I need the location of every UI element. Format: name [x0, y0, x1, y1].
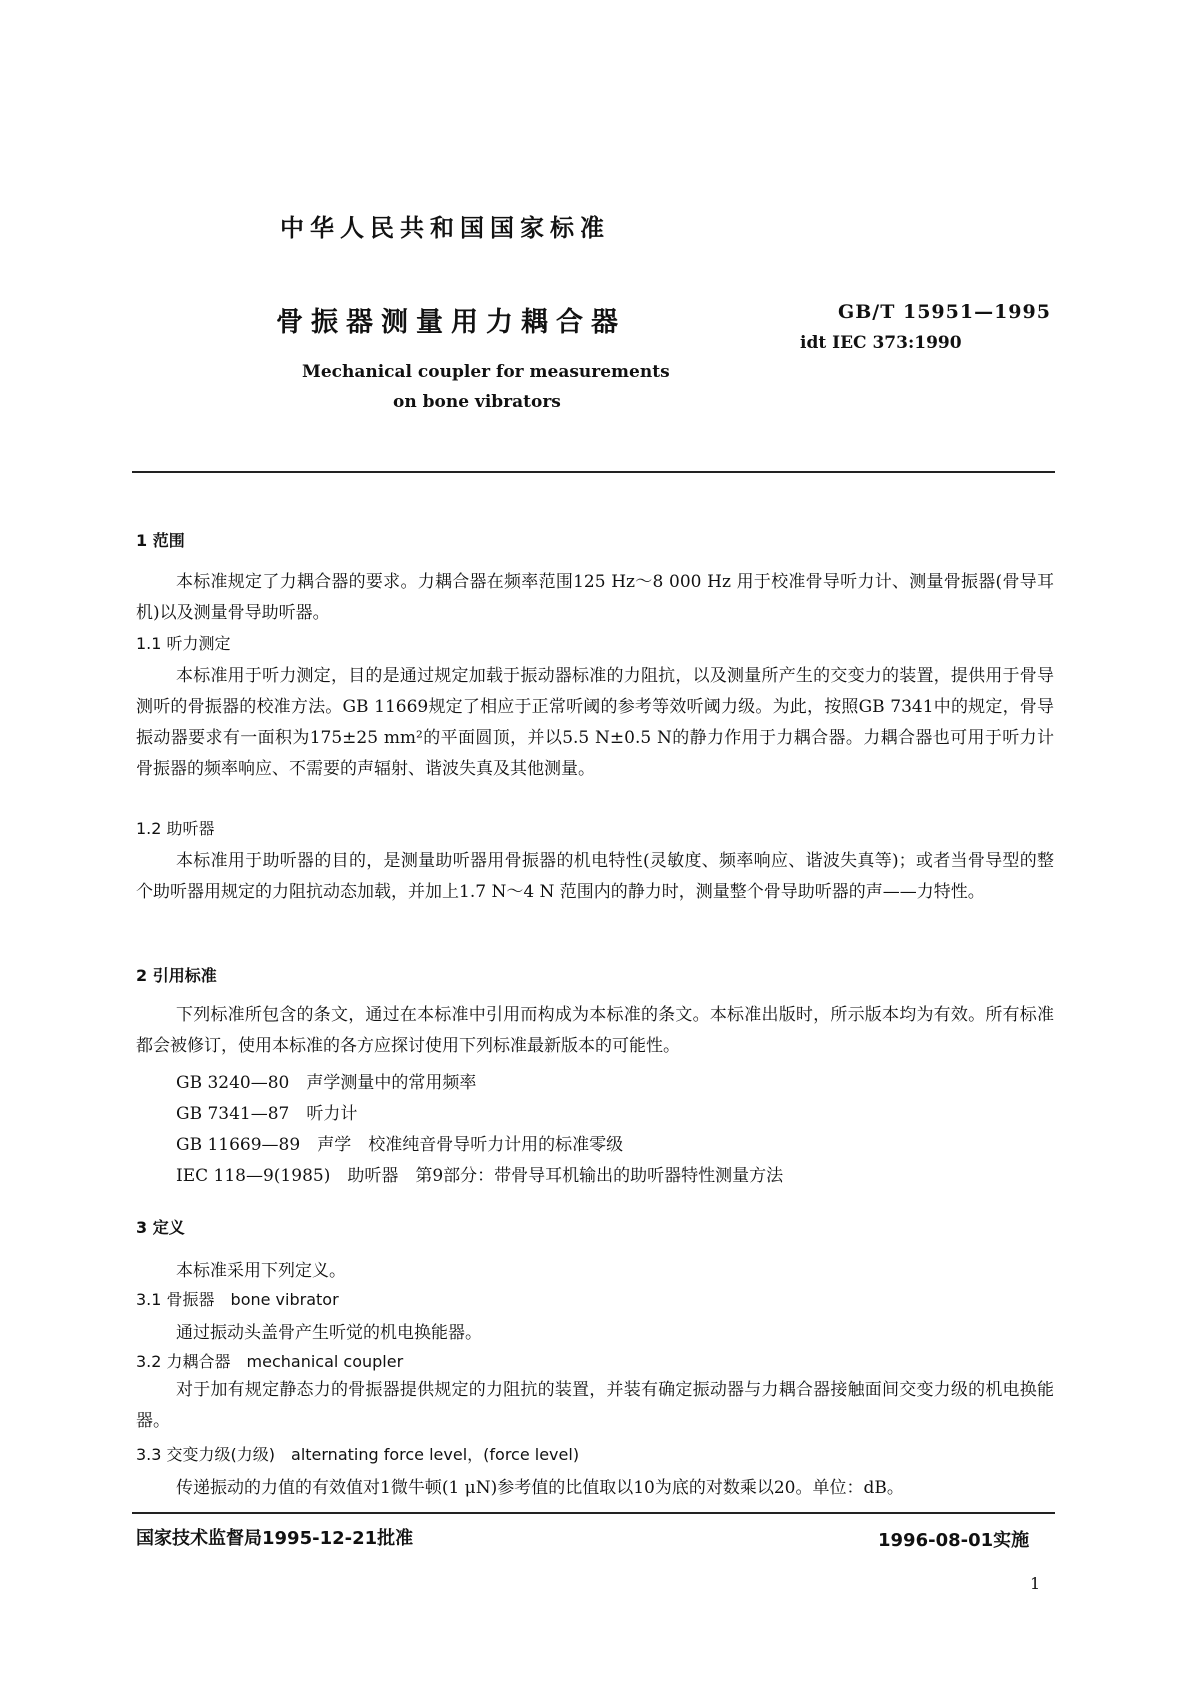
section-3-heading: 3 定义	[136, 1218, 185, 1237]
reference-item: IEC 118—9(1985) 助听器 第9部分：带骨导耳机输出的助听器特性测量方法	[176, 1166, 784, 1186]
reference-item: GB 11669—89 声学 校准纯音骨导听力计用的标准零级	[176, 1135, 624, 1155]
standard-title: 中华人民共和国国家标准	[280, 214, 610, 242]
section-3-2-heading: 3.2 力耦合器 mechanical coupler	[136, 1352, 404, 1371]
document-title: 骨振器测量用力耦合器	[276, 307, 626, 338]
page-number: 1	[1030, 1574, 1041, 1593]
section-3-3-heading: 3.3 交变力级(力级) alternating force level，(force level)	[136, 1445, 580, 1464]
header-divider	[132, 471, 1055, 473]
section-3-3-paragraph: 传递振动的力值的有效值对1微牛顿(1 μN)参考值的比值取以10为底的对数乘以20。单位：dB。	[176, 1478, 904, 1498]
reference-item: GB 7341—87 听力计	[176, 1104, 358, 1124]
reference-item: GB 3240—80 声学测量中的常用频率	[176, 1073, 477, 1093]
standard-code: GB/T 15951—1995	[838, 301, 1051, 323]
section-3-2-paragraph: 对于加有规定静态力的骨振器提供规定的力阻抗的装置，并装有确定振动器与力耦合器接触面间交变力级的机电换能器。	[136, 1380, 1054, 1431]
effective-date: 1996-08-01实施	[878, 1530, 1030, 1551]
identical-standard: idt IEC 373:1990	[800, 333, 962, 353]
section-3-1-paragraph: 通过振动头盖骨产生听觉的机电换能器。	[176, 1323, 482, 1343]
section-1-1-paragraph: 本标准用于听力测定，目的是通过规定加载于振动器标准的力阻抗，以及测量所产生的交变力的装置，提供用于骨导测听的骨振器的校准方法。GB 11669规定了相应于正常听阈的参考等效听阈力级。为此，按照GB 7341中的规定，骨导振动器要求有一面积为175±25 mm²的平面圆顶，并以5.5 N±0.5 N的静力作用于力耦合器。力耦合器也可用于听力计骨振器的频率响应、不需要的声辐射、谐波失真及其他测量。	[136, 666, 1054, 779]
section-2-heading: 2 引用标准	[136, 966, 217, 985]
section-1-paragraph: 本标准规定了力耦合器的要求。力耦合器在频率范围125 Hz～8 000 Hz 用于校准骨导听力计、测量骨振器(骨导耳机)以及测量骨导助听器。	[136, 572, 1054, 623]
english-title-line1: Mechanical coupler for measurements	[302, 362, 670, 382]
section-1-heading: 1 范围	[136, 531, 185, 550]
section-3-paragraph: 本标准采用下列定义。	[176, 1261, 346, 1281]
approval-line: 国家技术监督局1995-12-21批准	[136, 1528, 414, 1549]
footer-divider	[132, 1512, 1055, 1514]
section-2-paragraph: 下列标准所包含的条文，通过在本标准中引用而构成为本标准的条文。本标准出版时，所示版本均为有效。所有标准都会被修订，使用本标准的各方应探讨使用下列标准最新版本的可能性。	[136, 1005, 1054, 1056]
english-title-line2: on bone vibrators	[393, 392, 561, 412]
section-3-1-heading: 3.1 骨振器 bone vibrator	[136, 1290, 339, 1309]
section-1-1-heading: 1.1 听力测定	[136, 634, 231, 653]
section-1-2-paragraph: 本标准用于助听器的目的，是测量助听器用骨振器的机电特性(灵敏度、频率响应、谐波失真等)；或者当骨导型的整个助听器用规定的力阻抗动态加载，并加上1.7 N～4 N 范围内的静力时，测量整个骨导助听器的声——力特性。	[136, 851, 1054, 902]
section-1-2-heading: 1.2 助听器	[136, 819, 215, 838]
